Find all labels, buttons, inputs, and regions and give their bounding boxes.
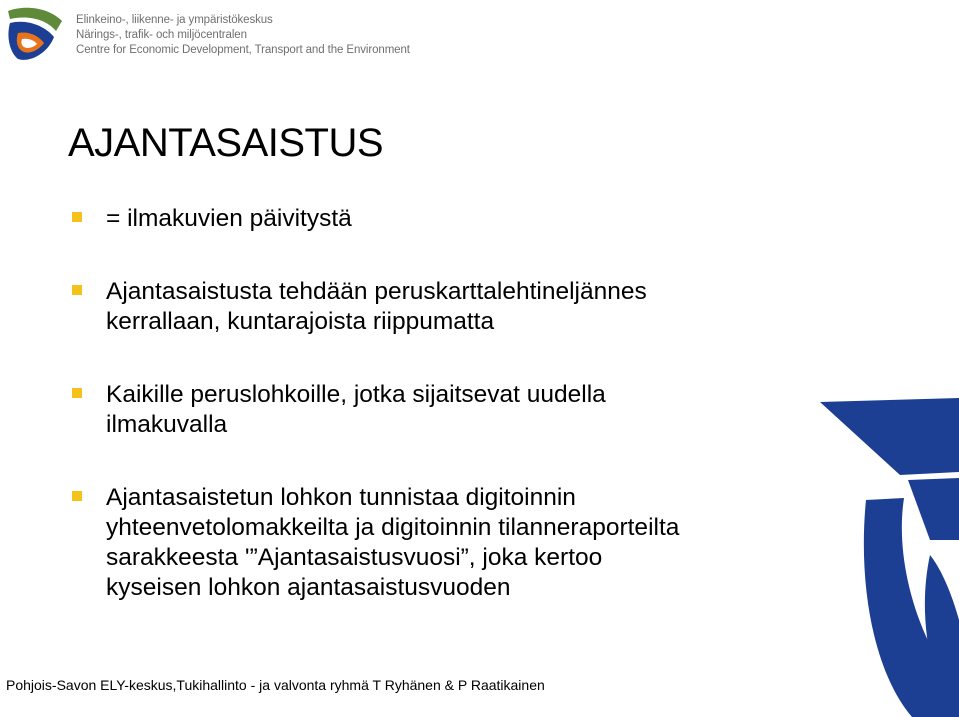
bullet-item: [72, 204, 832, 234]
square-bullet-icon: [72, 491, 82, 501]
bullet-text: Ajantasaistetun lohkon tunnistaa digitoinnin yhteenvetolomakkeilta ja digitoinnin tilanneraporteilta sarakkeesta '”Ajantasaistusvuosi”, joka kertoo kyseisen lohkon ajantasaistusvuoden: [106, 484, 680, 601]
bullet-item: [72, 483, 832, 603]
org-name-finnish: Elinkeino-, liikenne- ja ympäristökeskus: [76, 14, 273, 26]
bullet-item: [72, 277, 832, 337]
square-bullet-icon: [72, 388, 82, 398]
bullet-list: [72, 204, 832, 646]
org-name-english: Centre for Economic Development, Transport and the Environment: [76, 44, 410, 56]
organization-names: [76, 13, 410, 58]
bullet-item: [72, 380, 832, 440]
bullet-text: Ajantasaistusta tehdään peruskarttalehtineljännes kerrallaan, kuntarajoista riippumatta: [106, 278, 647, 335]
ely-logo-icon: [4, 3, 66, 65]
square-bullet-icon: [72, 285, 82, 295]
bullet-text: Kaikille peruslohkoille, jotka sijaitsevat uudella ilmakuvalla: [106, 381, 606, 438]
footer-credits: Pohjois-Savon ELY-keskus,Tukihallinto - ja valvonta ryhmä T Ryhänen & P Raatikainen: [6, 677, 545, 693]
square-bullet-icon: [72, 212, 82, 222]
slide-title: AJANTASAISTUS: [68, 121, 384, 165]
org-name-swedish: Närings-, trafik- och miljöcentralen: [76, 29, 247, 41]
bullet-text: = ilmakuvien päivitystä: [106, 205, 352, 232]
